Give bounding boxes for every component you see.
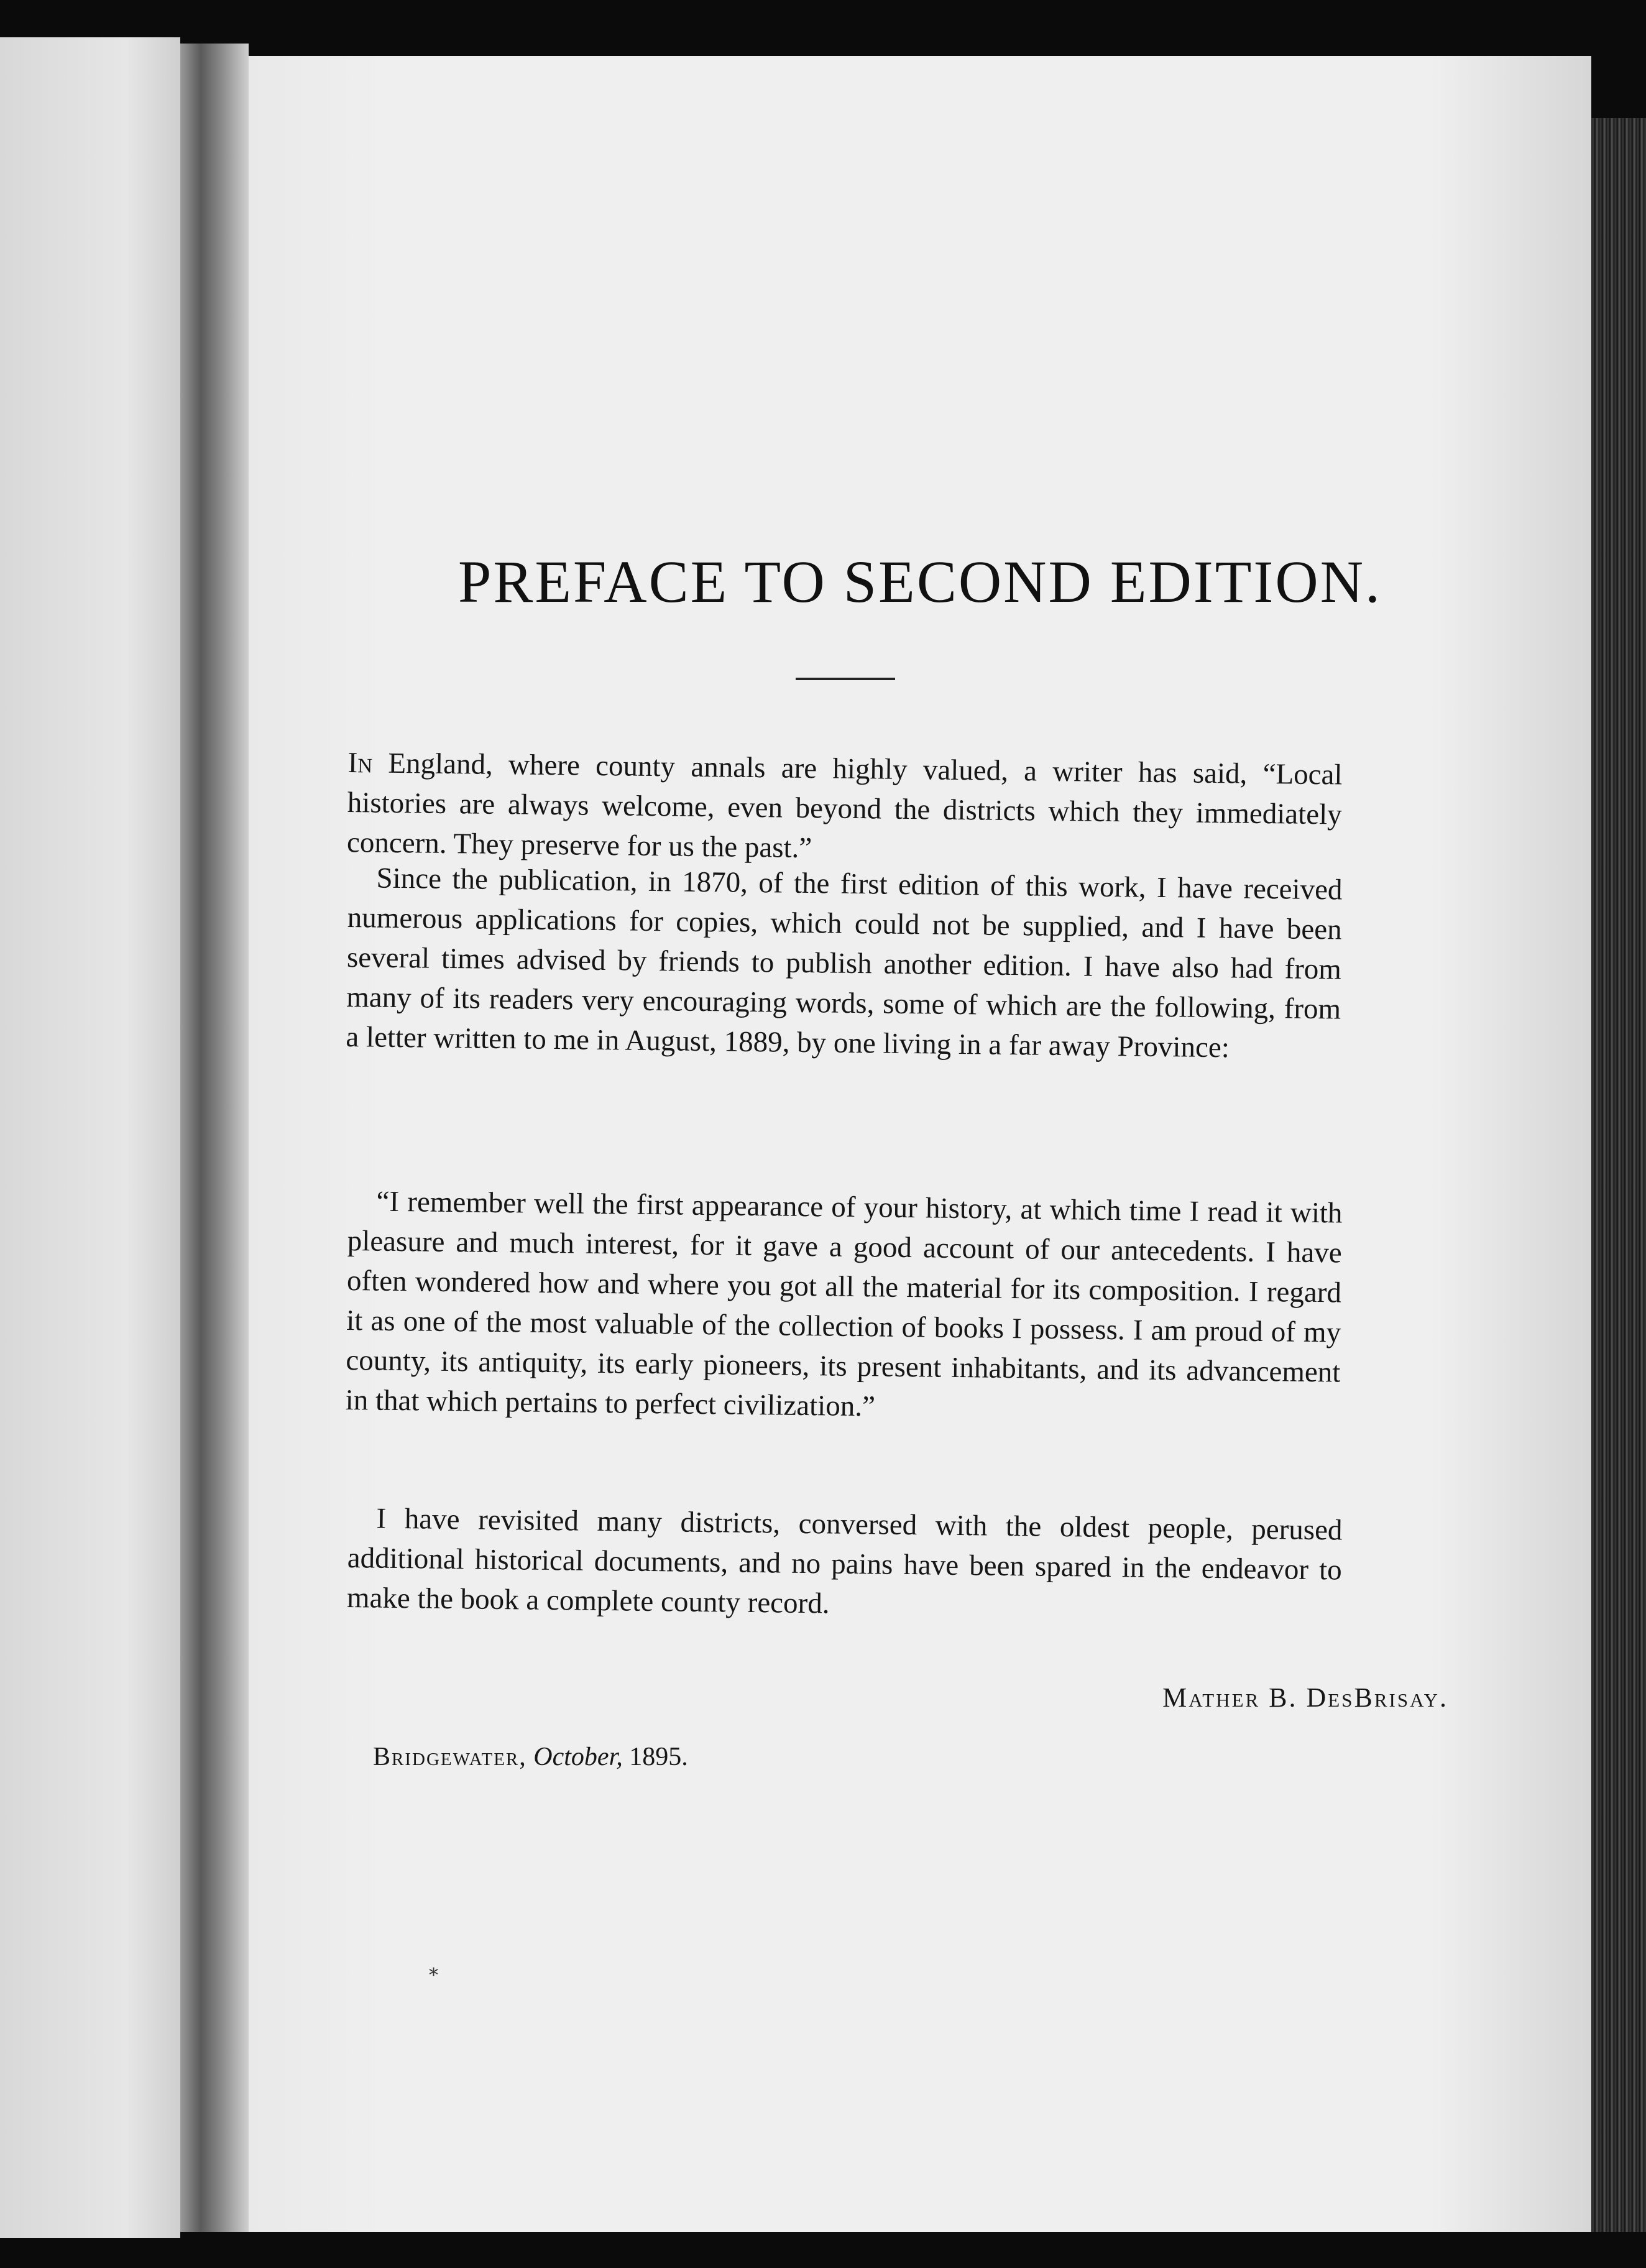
- page-title: PREFACE TO SECOND EDITION.: [457, 548, 1382, 615]
- facing-page-edge: [0, 37, 180, 2238]
- dateline-place: Bridgewater,: [373, 1743, 527, 1771]
- title-rule: [796, 678, 895, 680]
- page-stack-edge: [1591, 118, 1646, 2232]
- dateline: [373, 1742, 688, 1772]
- paragraph-1-initial: In: [347, 746, 373, 780]
- author-signature: Mather B. DesBrisay.: [1162, 1682, 1448, 1713]
- paragraph-1: [347, 743, 1343, 875]
- quoted-letter: “I remember well the first appearance of your history, at which time I read it with pleasure and much interest, for it gave a good account of our antecedents. I have often wondered how and where you got all the material for its composition. I regard it as one of the most valuable of the collection of books I possess. I am proud of my county, its antiquity, its early pioneers, its present inhabitants, and its advancement in that which pertains to perfect civilization.”: [345, 1185, 1343, 1423]
- dateline-month: October,: [533, 1743, 623, 1771]
- dateline-year: 1895.: [629, 1743, 688, 1771]
- paragraph-2: Since the publication, in 1870, of the first edition of this work, I have received numerous applications for copies, which could not be supplied, and I have been several times advised by friends to publish another edition. I have also had from many of its readers very encouraging words, some of which are the following, from a letter written to me in August, 1889, by one living in a far away Province:: [346, 862, 1343, 1064]
- book-gutter: [180, 44, 249, 2232]
- paragraph-4: I have revisited many districts, conversed with the oldest people, perused additional historical documents, and no pains have been spared in the endeavor to make the book a complete county record.: [346, 1502, 1343, 1620]
- book-page: [249, 56, 1591, 2232]
- paragraph-1-text: England, where county annals are highly valued, a writer has said, “Local histories are always welcome, even beyond the districts which they immediately concern. They preserve for us the past.”: [346, 747, 1343, 865]
- printer-mark: *: [429, 1965, 438, 1986]
